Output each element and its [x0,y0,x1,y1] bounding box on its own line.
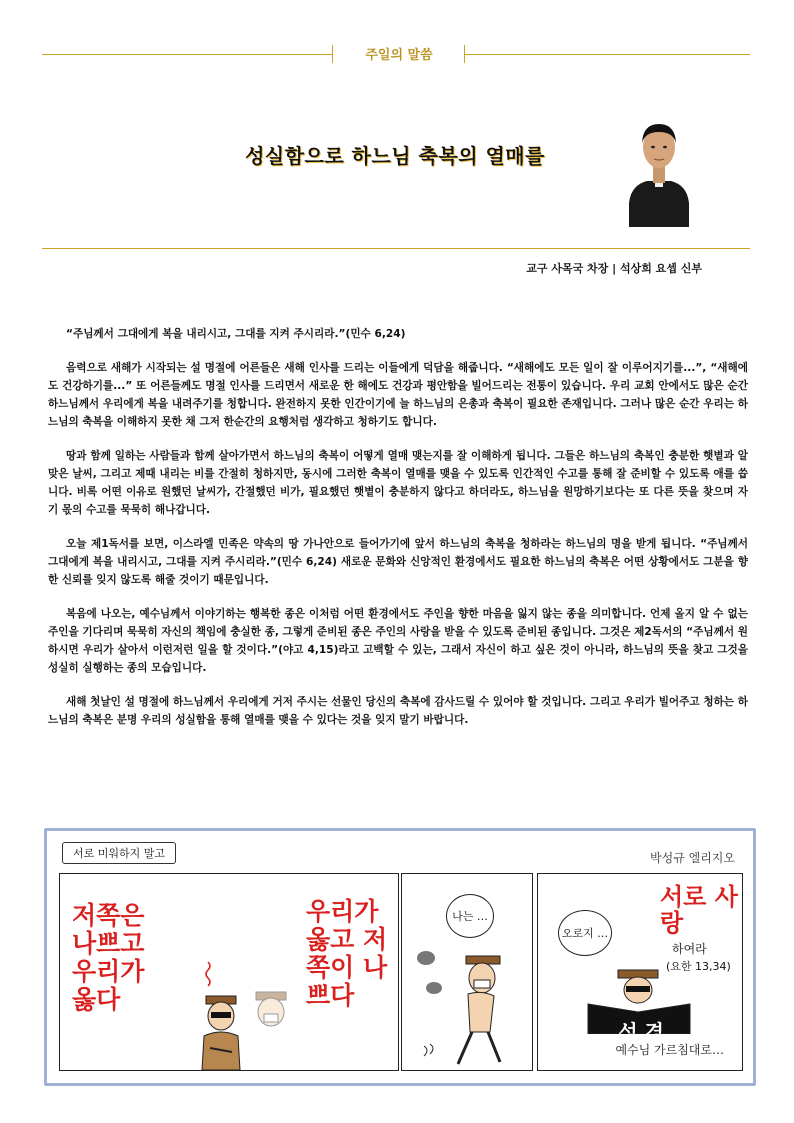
article-body [48,325,748,745]
byline: 교구 사목국 차장 | 석상희 요셉 신부 [526,262,702,275]
paragraph: 새해 첫날인 설 명절에 하느님께서 우리에게 거저 주시는 선물인 당신의 축복에 감사드릴 수 있어야 할 것입니다. 그리고 우리가 빌어주고 청하는 하느님의 축복은 분명 우리의 성실함을 통해 열매를 맺을 수 있다는 것을 잊지 말기 바랍니다. [48,696,748,726]
cartoon-author: 박성규 엘리지오 [650,851,735,865]
paragraph: 복음에 나오는, 예수님께서 이야기하는 행복한 종은 이처럼 어떤 환경에서도 주인을 향한 마음을 잃지 않는 종을 의미합니다. 언제 올지 알 수 없는 주인을 기다리며 묵묵히 자신의 책임에 충실한 종, 그렇게 준비된 종은 주인의 사랑을 받을 수 있도록 준비된 종입니다. 그것은 제2독서의 “주님께서 원하시면 우리가 살아서 이런저런 일을 할 것이다.”(야고 4,15)라고 고백할 수 있는, 그래서 자신이 하고 싶은 것이 아니라, 하느님의 뜻을 찾고 그것을 성실히 실행하는 종의 모습입니다. [48,608,748,674]
panel3-speech-bubble: 오로지 … [558,910,612,956]
paragraph: “주님께서 그대에게 복을 내리시고, 그대를 지켜 주시리라.”(민수 6,24) [66,328,406,340]
panel3-ref-text: (요한 13,34) [666,960,731,973]
book-title: 성 경 [618,1020,664,1044]
paragraph: 오늘 제1독서를 보면, 이스라엘 민족은 약속의 땅 가나안으로 들어가기에 앞서 하느님의 축복을 청하라는 하느님의 명을 받게 됩니다. “주님께서 그대에게 복을 내리시고, 그대를 지켜 주시리라.”(민수 6,24) 새로운 문화와 신앙적인 환경에서도 필요한 하느님의 축복은 어떤 상황에서도 그분을 향한 신뢰를 잊지 않도록 해줄 것이기 때문입니다. [48,538,748,586]
section-label: 주일의 말씀 [365,48,433,63]
author-photo [627,115,691,227]
cartoon-caption: 예수님 가르침대로… [615,1043,724,1057]
header-tick-left [332,45,333,63]
cartoon-panel-1 [59,873,399,1071]
panel1-right-text: 우리가 옳고 저쪽이 나쁘다 [306,897,388,1010]
cartoon-strip [44,828,756,1086]
title-rule [42,248,750,249]
article-title: 성실함으로 하느님 축복의 열매를 [245,144,545,168]
cartoon-panel-3 [537,873,743,1071]
arguing-figures-illustration [178,952,298,1070]
paragraph: 음력으로 새해가 시작되는 설 명절에 어른들은 새해 인사를 드리는 이들에게 덕담을 해줍니다. “새해에도 모든 일이 잘 이루어지기를...”, “새해에도 건강하기를...” 또 어른들께도 명절 인사를 드리면서 새로운 한 해에도 건강과 평안함을 빌어드리는 전통이 있습니다. 우리 교회 안에서도 많은 순간 하느님께서 우리에게 복을 내려주기를 청합니다. 완전하지 못한 인간이기에 늘 하느님의 은총과 축복이 필요한 존재입니다. 그러나 많은 순간 우리는 하느님의 축복을 이해하지 못한 채 그저 한순간의 요행처럼 생각하고 청하기도 합니다. [48,362,748,428]
panel3-red-text: 서로 사랑 [660,883,738,937]
paragraph: 땅과 함께 일하는 사람들과 함께 살아가면서 하느님의 축복이 어떻게 열매 맺는지를 잘 이해하게 됩니다. 그들은 하느님의 축복인 충분한 햇볕과 알맞은 날씨, 그리고 제때 내리는 비를 간절히 청하지만, 동시에 그러한 축복이 열매를 맺을 수 있도록 인간적인 수고를 통해 잘 준비할 수 있도록 애를 씁니다. 비록 어떤 이유로 원했던 날씨가, 간절했던 비가, 필요했던 햇볕이 충분하지 않다고 하더라도, 하느님을 원망하기보다는 또 다른 뜻을 찾으며 자기 몫의 수고를 묵묵히 해나갑니다. [48,450,748,516]
panel2-speech-bubble: 나는 … [446,894,494,938]
panel3-small-text: 하여라 [672,942,707,956]
walking-figure-illustration [410,940,526,1068]
cartoon-title: 서로 미워하지 말고 [62,842,176,864]
cartoon-panel-2 [401,873,533,1071]
panel1-left-text: 저쪽은 나쁘고 우리가 옳다 [72,901,145,1014]
header-rule-left [42,54,332,55]
header-rule-right [464,54,750,55]
